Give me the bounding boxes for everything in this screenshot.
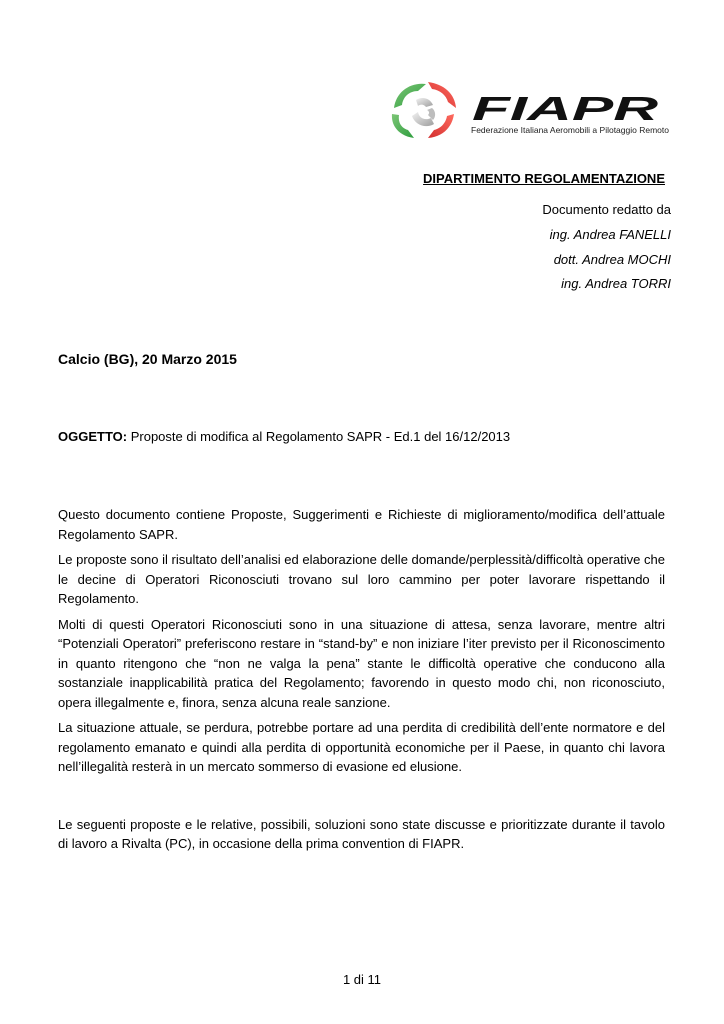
fiapr-logo-icon [388, 78, 460, 140]
paragraph-5: Le seguenti proposte e le relative, possibili, soluzioni sono state discusse e prioritizzate durante il tavolo di lavoro a Rivalta (PC), in occasione della prima convention di FIAPR. [58, 816, 665, 851]
subject-text: Proposte di modifica al Regolamento SAPR - Ed.1 del 16/12/2013 [127, 429, 511, 444]
department-heading: DIPARTIMENTO REGOLAMENTAZIONE [423, 171, 665, 186]
drafted-by-label: Documento redatto da [542, 202, 671, 217]
paragraph-2: Le proposte sono il risultato dell’analisi ed elaborazione delle domande/perplessità/difficoltà operative che le decine di Operatori Riconosciuti trovano sul loro cammino per poter lavorare rispettando il Regolamento. [58, 552, 665, 606]
paragraph-3: Molti di questi Operatori Riconosciuti sono in una situazione di attesa, senza lavorare, mentre altri “Potenziali Operatori” preferiscono restare in “stand-by” e non iniziare l’iter previsto per il Riconoscimento in quanto ritengono che “non ne valga la pena” stante le difficoltà operative che conducono alla sostanziale inapplicabilità pratica del Regolamento; favorendo in questo modo chi, non riconosciuto, opera illegalmente e, finora, senza alcuna reale sanzione. [58, 616, 665, 710]
logo-name: FIAPR [472, 94, 659, 122]
place-date: Calcio (BG), 20 Marzo 2015 [58, 351, 237, 367]
subject-line [58, 429, 510, 444]
author-block [542, 197, 671, 297]
author-1: ing. Andrea FANELLI [549, 227, 671, 242]
document-body [58, 505, 665, 860]
paragraph-1: Questo documento contiene Proposte, Suggerimenti e Richieste di miglioramento/modifica dell’attuale Regolamento SAPR. [58, 507, 665, 542]
logo-subtitle: Federazione Italiana Aeromobili a Pilotaggio Remoto [471, 125, 669, 135]
fiapr-wordmark [470, 94, 662, 122]
author-2: dott. Andrea MOCHI [553, 251, 671, 267]
subject-label: OGGETTO: [58, 429, 128, 444]
paragraph-4: La situazione attuale, se perdura, potrebbe portare ad una perdita di credibilità dell’ente normatore e del regolamento emanato e quindi alla perdita di opportunità economiche per il Paese, in quanto chi lavora nell’illegalità resterà in un mercato sommerso di evasione ed elusione. [58, 720, 665, 774]
author-3: ing. Andrea TORRI [561, 276, 671, 291]
page-number: 1 di 11 [342, 972, 382, 987]
